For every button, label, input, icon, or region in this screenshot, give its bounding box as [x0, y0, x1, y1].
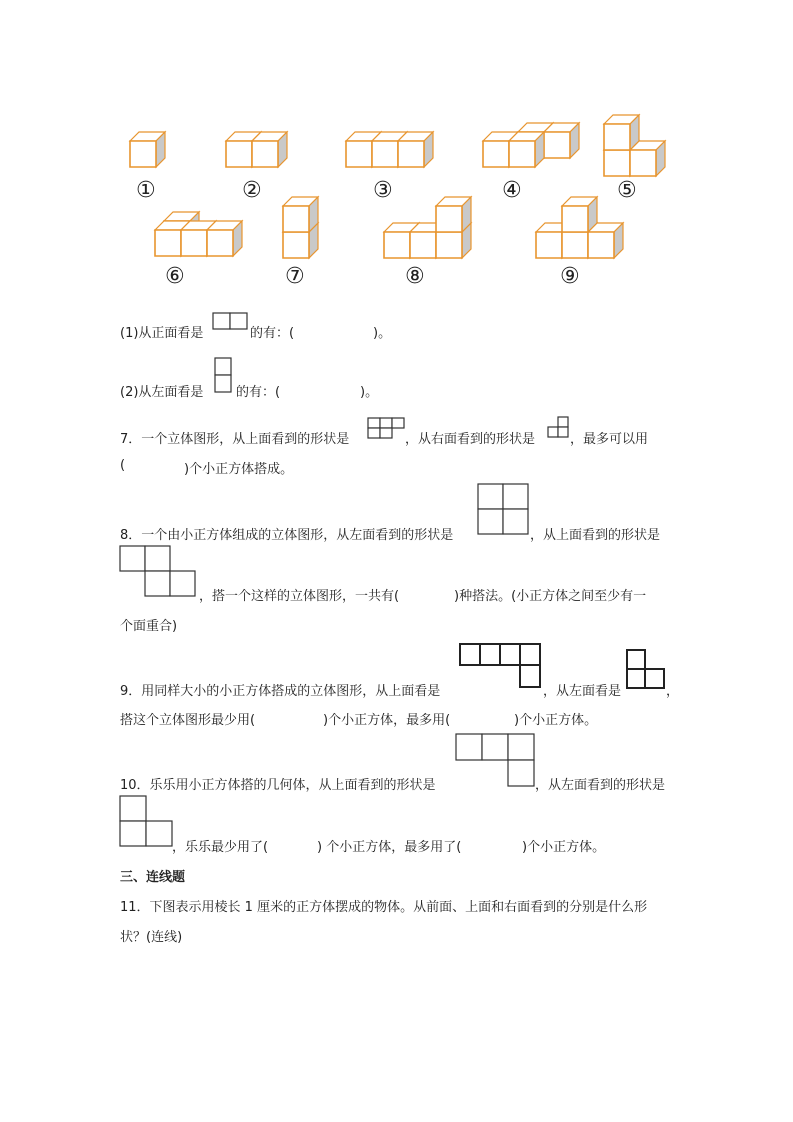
q10-line2b: ) 个小正方体，最多用了( [317, 840, 462, 855]
q7-part2: ，从右面看到的形状是 [405, 432, 536, 447]
q8-line2a: ，搭一个这样的立体图形，一共有( [199, 589, 400, 604]
figure-4 [483, 123, 579, 167]
q10-part2: ，从左面看到的形状是 [535, 778, 666, 793]
q11-line1: 11．下图表示用棱长 1 厘米的正方体摆成的物体。从前面、上面和右面看到的分别是什么形 [120, 900, 648, 915]
section-3-title: 三、连线题 [120, 870, 186, 885]
cube [604, 115, 639, 150]
q11-line2: 状？(连线) [120, 930, 183, 945]
cube [252, 132, 287, 167]
cube [436, 197, 471, 232]
left-view-shape-icon [215, 358, 233, 394]
cube [509, 132, 544, 167]
q9-line2a: 搭这个立体图形最少用( [120, 713, 256, 728]
figure-label-3: ③ [373, 178, 393, 203]
front-view-shape-icon [213, 313, 249, 331]
figure-label-1: ① [136, 178, 156, 203]
q7-top-view-icon [368, 417, 406, 441]
sub1-suffix: 的有：( [250, 326, 295, 341]
q8-part1: 8．一个由小正方体组成的立体图形，从左面看到的形状是 [120, 528, 454, 543]
figure-label-7: ⑦ [285, 264, 305, 289]
cube [630, 141, 665, 176]
figure-2 [226, 132, 287, 167]
sub-question-1 [120, 322, 203, 341]
figure-label-6: ⑥ [165, 264, 185, 289]
q10-top-view-icon [456, 734, 536, 788]
sub1-close: )。 [373, 326, 392, 341]
figure-label-4: ④ [502, 178, 522, 203]
cube [588, 223, 623, 258]
cube [130, 132, 165, 167]
q9-part1: 9．用同样大小的小正方体搭成的立体图形，从上面看是 [120, 684, 441, 699]
figure-label-2: ② [242, 178, 262, 203]
cube-figures [0, 0, 793, 300]
q10-line2a: ，乐乐最少用了( [172, 840, 269, 855]
figure-label-5: ⑤ [617, 178, 637, 203]
q8-top-view-icon [120, 546, 200, 598]
figure-6 [155, 212, 242, 256]
sub2-suffix: 的有：( [236, 385, 281, 400]
cube [207, 221, 242, 256]
q8-line3: 个面重合) [120, 619, 178, 634]
figure-label-9: ⑨ [560, 264, 580, 289]
sub2-close: )。 [360, 385, 379, 400]
q7-part3: ，最多可以用 [570, 432, 649, 447]
cube [283, 197, 318, 232]
sub2-prefix: (2)从左面看是 [120, 385, 204, 400]
q9-line2c: )个小正方体。 [514, 713, 598, 728]
cube [544, 123, 579, 158]
q9-part3: ， [666, 684, 680, 699]
q10-left-view-icon [120, 796, 174, 848]
q9-top-view-icon [459, 643, 545, 691]
figure-7 [283, 197, 318, 258]
q7-part1: 7．一个立体图形，从上面看到的形状是 [120, 432, 350, 447]
q9-left-view-icon [626, 649, 668, 691]
sub-question-2 [120, 381, 203, 400]
q8-part2: ，从上面看到的形状是 [530, 528, 661, 543]
q7-right-view-icon [548, 416, 572, 440]
q8-left-view-icon [478, 484, 532, 538]
q7-blank-open: ( [120, 458, 126, 473]
figure-9 [536, 197, 623, 258]
figure-1 [130, 132, 165, 167]
figure-label-8: ⑧ [405, 264, 425, 289]
figure-3 [346, 132, 433, 167]
q9-part2: ，从左面看是 [543, 684, 622, 699]
q9-line2b: )个小正方体，最多用( [323, 713, 451, 728]
figure-5 [604, 115, 665, 176]
q10-line2c: )个小正方体。 [522, 840, 606, 855]
figure-8 [384, 197, 471, 258]
q7-blank-close: )个小正方体搭成。 [184, 462, 294, 477]
sub1-prefix: (1)从正面看是 [120, 326, 204, 341]
q10-part1: 10．乐乐用小正方体搭的几何体，从上面看到的形状是 [120, 778, 436, 793]
cube [398, 132, 433, 167]
cube [562, 197, 597, 232]
q8-line2b: )种搭法。(小正方体之间至少有一 [454, 589, 647, 604]
